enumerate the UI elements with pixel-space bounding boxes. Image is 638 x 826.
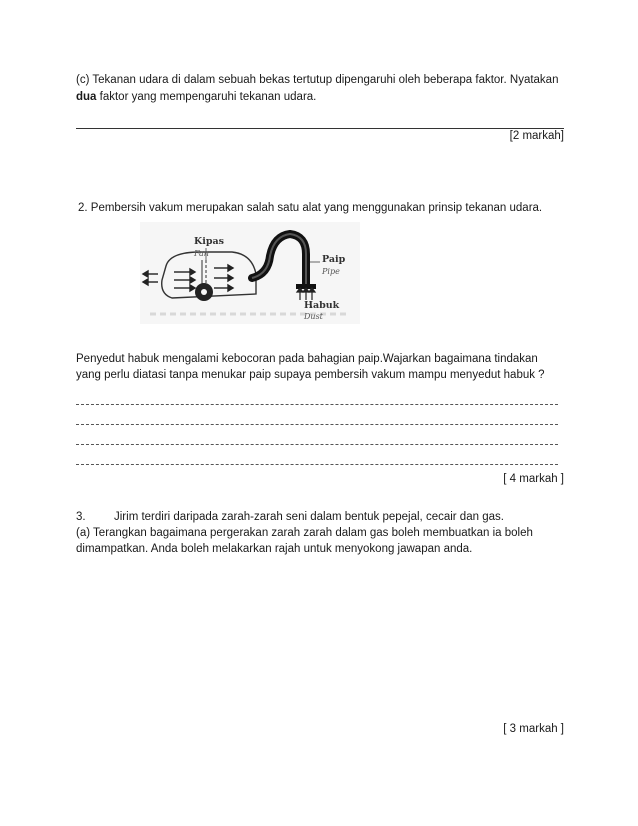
dust-label-en: Dust [304, 312, 323, 321]
q2-answer-line-3 [76, 444, 558, 445]
q1c-emphasis: dua [76, 91, 97, 103]
fan-label: Kipas [194, 236, 225, 247]
q1c-line2-rest: faktor yang mempengaruhi tekanan udara. [96, 91, 317, 103]
q1c-marks: [2 markah] [509, 130, 564, 142]
q2-answer-line-4 [76, 464, 558, 465]
pipe-label: Paip [322, 254, 346, 265]
q3-marks: [ 3 markah ] [503, 723, 564, 735]
q2-question-line2: yang perlu diatasi tanpa menukar paip supaya pembersih vakum mampu menyedut habuk ? [76, 369, 545, 381]
pipe-label-en: Pipe [322, 267, 340, 276]
q3-stem: Jirim terdiri daripada zarah-zarah seni dalam bentuk pepejal, cecair dan gas. [114, 511, 504, 523]
q1c-line1: (c) Tekanan udara di dalam sebuah bekas tertutup dipengaruhi oleh beberapa faktor. Nyatakan [76, 74, 559, 86]
q2-marks: [ 4 markah ] [503, 473, 564, 485]
dust-label: Habuk [304, 300, 340, 311]
q3a-line2: dimampatkan. Anda boleh melakarkan rajah untuk menyokong jawapan anda. [76, 543, 473, 555]
fan-label-en: Fan [194, 249, 209, 258]
q2-question-line1: Penyedut habuk mengalami kebocoran pada bahagian paip.Wajarkan bagaimana tindakan [76, 353, 538, 365]
q3a-line1: (a) Terangkan bagaimana pergerakan zarah zarah dalam gas boleh membuatkan ia boleh [76, 527, 533, 539]
q1c-answer-line [76, 128, 564, 129]
q2-stem: 2. Pembersih vakum merupakan salah satu alat yang menggunakan prinsip tekanan udara. [78, 202, 543, 214]
q2-answer-line-1 [76, 404, 558, 405]
q3-number: 3. [76, 511, 86, 523]
vacuum-cleaner-figure [140, 222, 360, 324]
q2-answer-line-2 [76, 424, 558, 425]
q1c-line2 [76, 89, 316, 106]
